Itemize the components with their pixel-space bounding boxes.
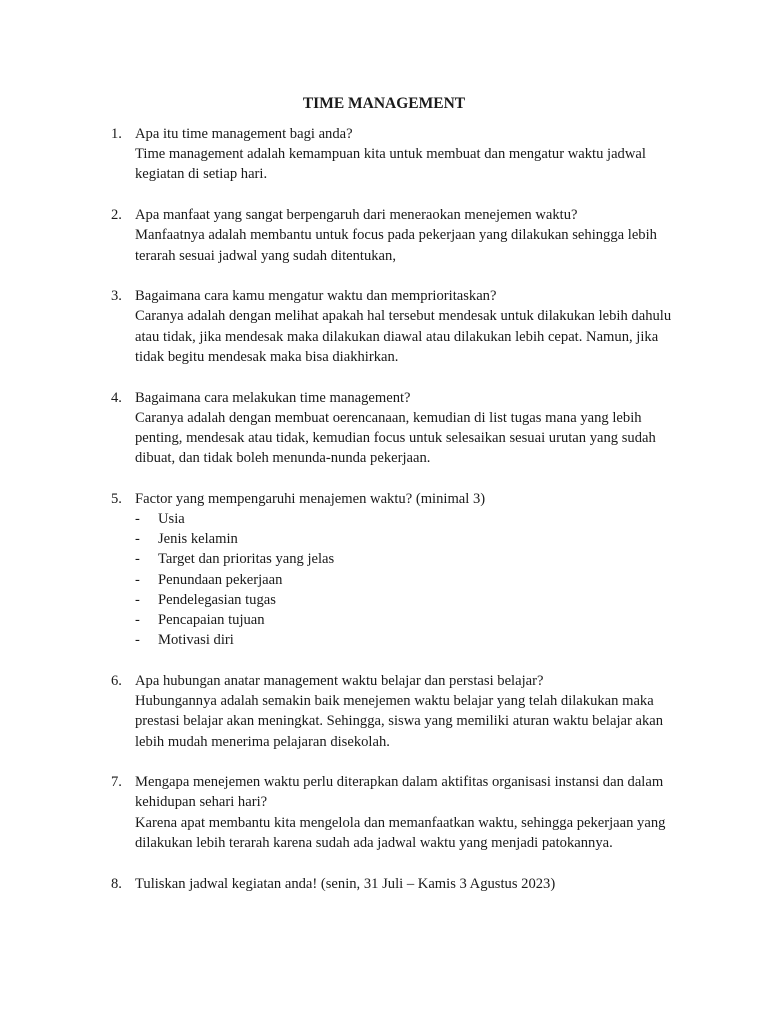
- document-title: TIME MANAGEMENT: [302, 95, 466, 112]
- list-item-text: Motivasi diri: [158, 632, 234, 649]
- question-text: Apa manfaat yang sangat berpengaruh dari meneraokan menejemen waktu?: [135, 207, 578, 224]
- question-number: 3.: [111, 288, 122, 305]
- question-body: [135, 671, 680, 752]
- list-item: [135, 570, 680, 590]
- question-item: [0, 489, 768, 651]
- bullet-dash: -: [135, 612, 140, 629]
- bullet-dash: -: [135, 632, 140, 649]
- list-item-text: Jenis kelamin: [158, 531, 238, 548]
- question-item: [0, 671, 768, 752]
- list-item: [135, 529, 680, 549]
- question-text: Factor yang mempengaruhi menajemen waktu? (minimal 3): [135, 490, 486, 507]
- question-body: [135, 874, 680, 894]
- bullet-dash: -: [135, 591, 140, 608]
- list-item: [135, 610, 680, 630]
- answer-text: Manfaatnya adalah membantu untuk focus pada pekerjaan yang dilakukan sehingga lebih terarah sesuai jadwal yang sudah ditentukan,: [135, 227, 657, 264]
- question-text: Mengapa menejemen waktu perlu diterapkan dalam aktifitas organisasi instansi dan dalam kehidupan sehari hari?: [135, 774, 664, 811]
- question-number: 4.: [111, 389, 122, 406]
- answer-text: Caranya adalah dengan melihat apakah hal tersebut mendesak untuk dilakukan lebih dahulu atau tidak, jika mendesak maka dilakukan diawal atau dilakukan lebih cepat. Namun, jika tidak begitu mendesak maka bisa diakhirkan.: [135, 308, 672, 365]
- question-item: [0, 124, 768, 185]
- list-item: [135, 590, 680, 610]
- question-item: [0, 388, 768, 469]
- question-item: [0, 874, 768, 894]
- question-text: Tuliskan jadwal kegiatan anda! (senin, 31 Juli – Kamis 3 Agustus 2023): [135, 875, 556, 892]
- list-item: [135, 630, 680, 650]
- bullet-dash: -: [135, 531, 140, 548]
- question-item: [0, 286, 768, 367]
- question-text: Bagaimana cara melakukan time management?: [135, 389, 411, 406]
- question-number: 8.: [111, 875, 122, 892]
- question-text: Apa hubungan anatar management waktu belajar dan perstasi belajar?: [135, 672, 544, 689]
- question-number: 2.: [111, 207, 122, 224]
- list-item-text: Pendelegasian tugas: [158, 591, 276, 608]
- list-item-text: Target dan prioritas yang jelas: [158, 551, 335, 568]
- question-number: 5.: [111, 490, 122, 507]
- answer-text: Hubungannya adalah semakin baik menejemen waktu belajar yang telah dilakukan maka prestasi belajar akan meningkat. Sehingga, siswa yang memiliki aturan waktu belajar akan lebih mudah menerima pelajaran disekolah.: [135, 693, 664, 750]
- question-body: [135, 205, 680, 266]
- question-body: [135, 489, 680, 651]
- list-item-text: Penundaan pekerjaan: [158, 571, 283, 588]
- list-item-text: Usia: [158, 511, 185, 528]
- question-text: Apa itu time management bagi anda?: [135, 126, 353, 142]
- question-body: [135, 286, 680, 367]
- answer-text: Caranya adalah dengan membuat oerencanaan, kemudian di list tugas mana yang lebih penting, mendesak atau tidak, kemudian focus untuk selesaikan sesuai urutan yang sudah dibuat, dan tidak boleh menunda-nunda pekerjaan.: [135, 409, 656, 467]
- question-number: 1.: [111, 126, 122, 142]
- question-item: [0, 772, 768, 853]
- list-item: [135, 509, 680, 529]
- question-body: [135, 772, 680, 853]
- question-number: 7.: [111, 774, 122, 791]
- question-body: [135, 388, 680, 469]
- bullet-dash: -: [135, 551, 140, 568]
- factor-list: [135, 509, 680, 650]
- question-text: Bagaimana cara kamu mengatur waktu dan memprioritaskan?: [135, 288, 497, 305]
- bullet-dash: -: [135, 511, 140, 528]
- question-list: [0, 124, 768, 914]
- answer-text: Time management adalah kemampuan kita untuk membuat dan mengatur waktu jadwal kegiatan di setiap hari.: [135, 146, 646, 183]
- question-body: [135, 124, 680, 185]
- bullet-dash: -: [135, 571, 140, 588]
- answer-text: Karena apat membantu kita mengelola dan memanfaatkan waktu, sehingga pekerjaan yang dilakukan lebih terarah karena sudah ada jadwal waktu yang menjadi patokannya.: [135, 814, 666, 851]
- list-item: [135, 549, 680, 569]
- question-number: 6.: [111, 672, 122, 689]
- list-item-text: Pencapaian tujuan: [158, 612, 265, 629]
- question-item: [0, 205, 768, 266]
